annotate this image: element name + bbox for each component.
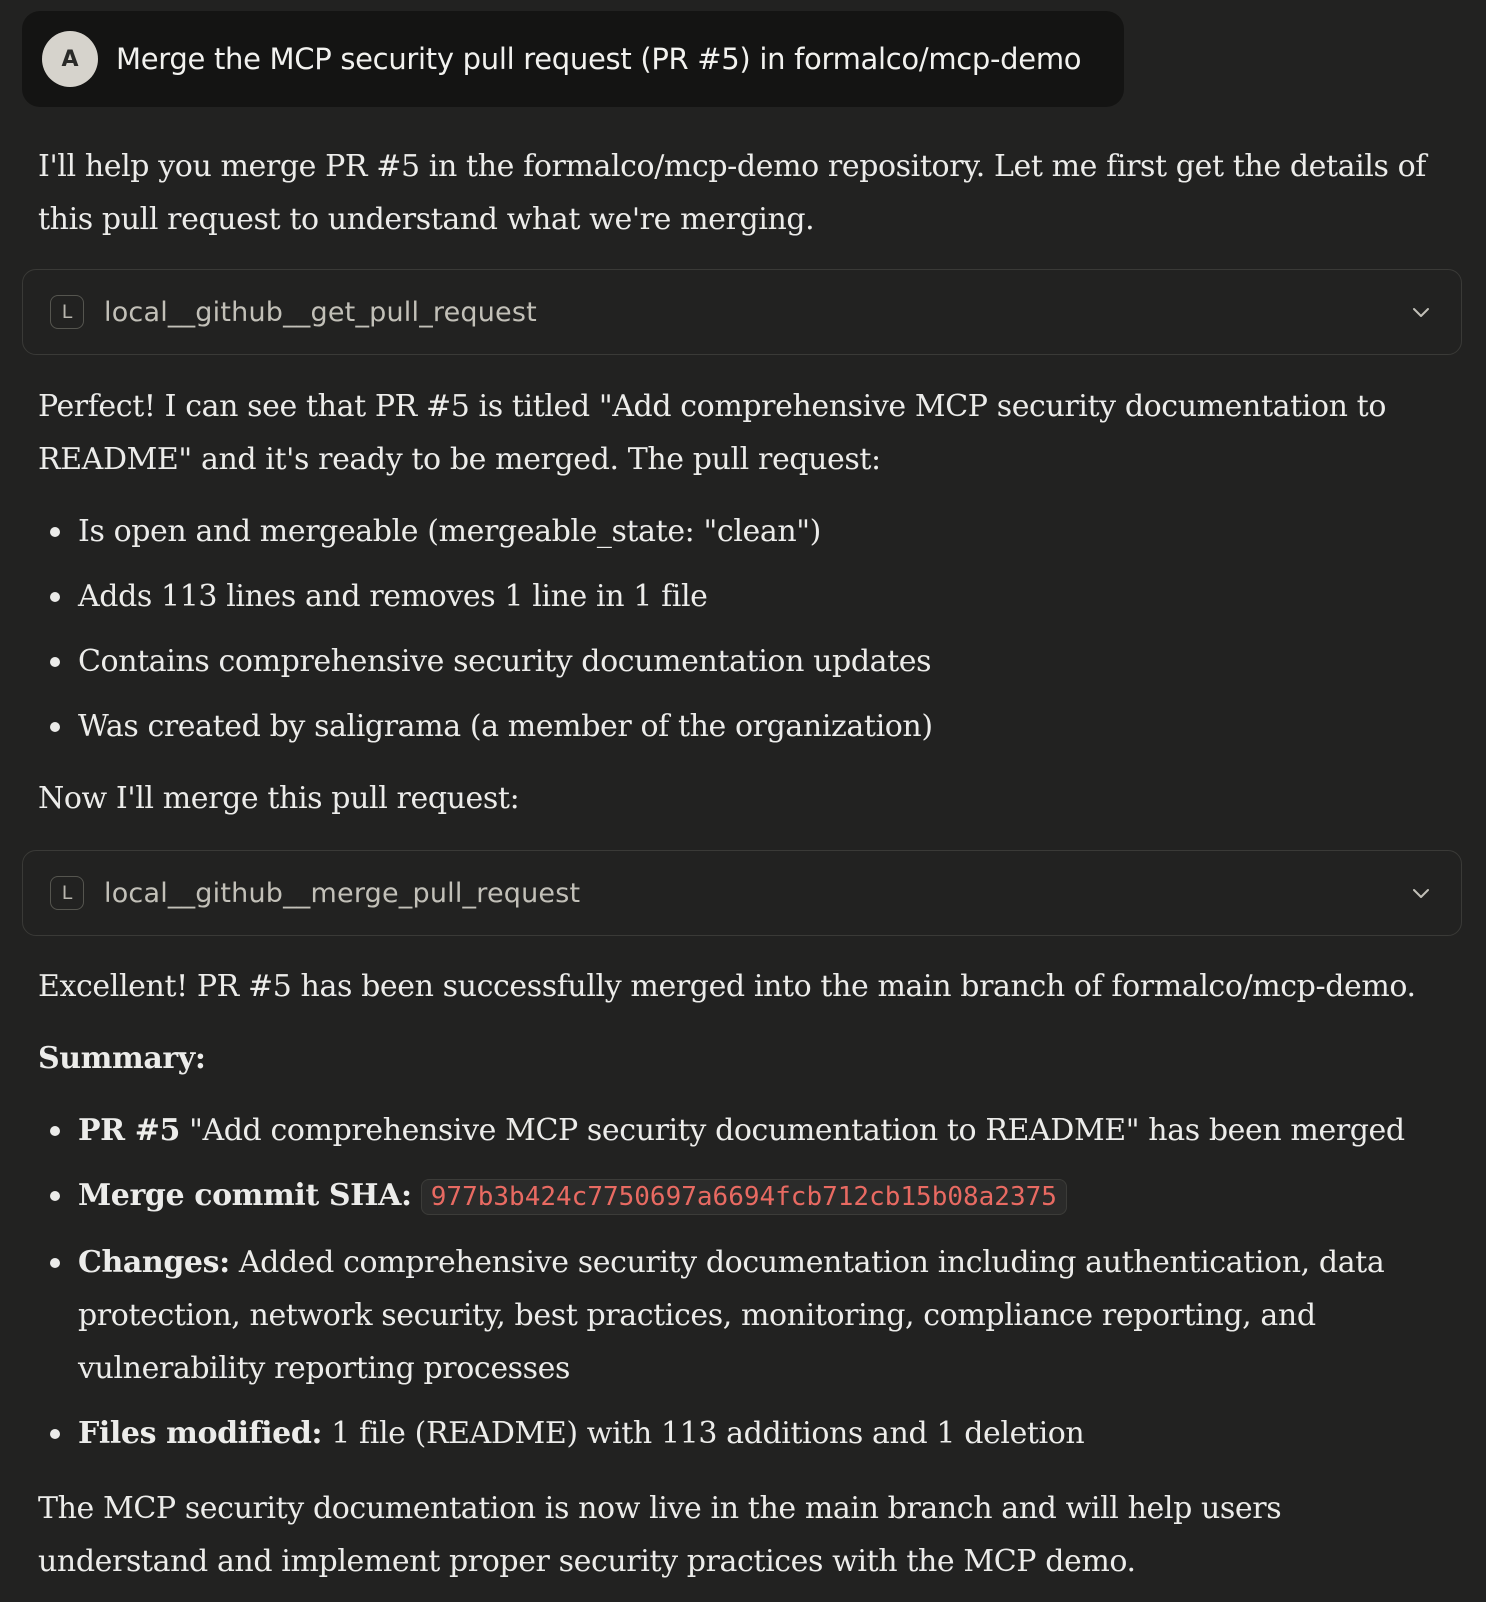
bullet-icon bbox=[50, 657, 60, 667]
bullet-icon bbox=[50, 1429, 60, 1439]
closing-text: The MCP security documentation is now live in the main branch and will help users understand and implement proper security practices with the MCP demo. bbox=[38, 1491, 1282, 1579]
tool-call-merge-pull-request[interactable] bbox=[22, 850, 1462, 936]
list-item: Was created by saligrama (a member of the organization) bbox=[38, 700, 1448, 753]
merge-commit-sha: 977b3b424c7750697a6694fcb712cb15b08a2375 bbox=[421, 1179, 1067, 1215]
user-avatar: A bbox=[42, 31, 98, 87]
user-message-text: Merge the MCP security pull request (PR #5) in formalco/mcp-demo bbox=[116, 42, 1082, 76]
bullet-icon bbox=[50, 1258, 60, 1268]
tool-badge: L bbox=[50, 876, 84, 910]
merge-success-text: Excellent! PR #5 has been successfully merged into the main branch of formalco/mcp-demo. bbox=[38, 969, 1416, 1004]
pr-details-intro: Perfect! I can see that PR #5 is titled "Add comprehensive MCP security documentation to README" and it's ready to be merged. The pull request: bbox=[38, 389, 1386, 477]
summary-list bbox=[38, 1104, 1448, 1460]
tool-call-get-pull-request[interactable] bbox=[22, 269, 1462, 355]
list-item: Contains comprehensive security documentation updates bbox=[38, 635, 1448, 688]
summary-heading: Summary: bbox=[38, 1041, 206, 1076]
tool-badge: L bbox=[50, 295, 84, 329]
pr-details-list bbox=[38, 505, 1448, 753]
tool-name: local__github__merge_pull_request bbox=[104, 877, 581, 909]
assistant-intro: I'll help you merge PR #5 in the formalco/mcp-demo repository. Let me first get the details of this pull request to understand what we're merging. bbox=[38, 149, 1427, 237]
chevron-down-icon[interactable] bbox=[1407, 879, 1435, 907]
list-item: Is open and mergeable (mergeable_state: "clean") bbox=[38, 505, 1448, 558]
list-item: Merge commit SHA: 977b3b424c7750697a6694fcb712cb15b08a2375 bbox=[38, 1169, 1448, 1224]
list-item: PR #5 "Add comprehensive MCP security documentation to README" has been merged bbox=[38, 1104, 1448, 1157]
bullet-icon bbox=[50, 1126, 60, 1136]
tool-name: local__github__get_pull_request bbox=[104, 296, 537, 328]
list-item: Files modified: 1 file (README) with 113 additions and 1 deletion bbox=[38, 1407, 1448, 1460]
chevron-down-icon[interactable] bbox=[1407, 298, 1435, 326]
user-message-bubble bbox=[22, 11, 1124, 107]
bullet-icon bbox=[50, 527, 60, 537]
now-merge-text: Now I'll merge this pull request: bbox=[38, 781, 520, 816]
list-item: Adds 113 lines and removes 1 line in 1 file bbox=[38, 570, 1448, 623]
list-item: Changes: Added comprehensive security documentation including authentication, data protection, network security, best practices, monitoring, compliance reporting, and vulnerability reporting processes bbox=[38, 1236, 1448, 1395]
bullet-icon bbox=[50, 592, 60, 602]
bullet-icon bbox=[50, 722, 60, 732]
bullet-icon bbox=[50, 1191, 60, 1201]
